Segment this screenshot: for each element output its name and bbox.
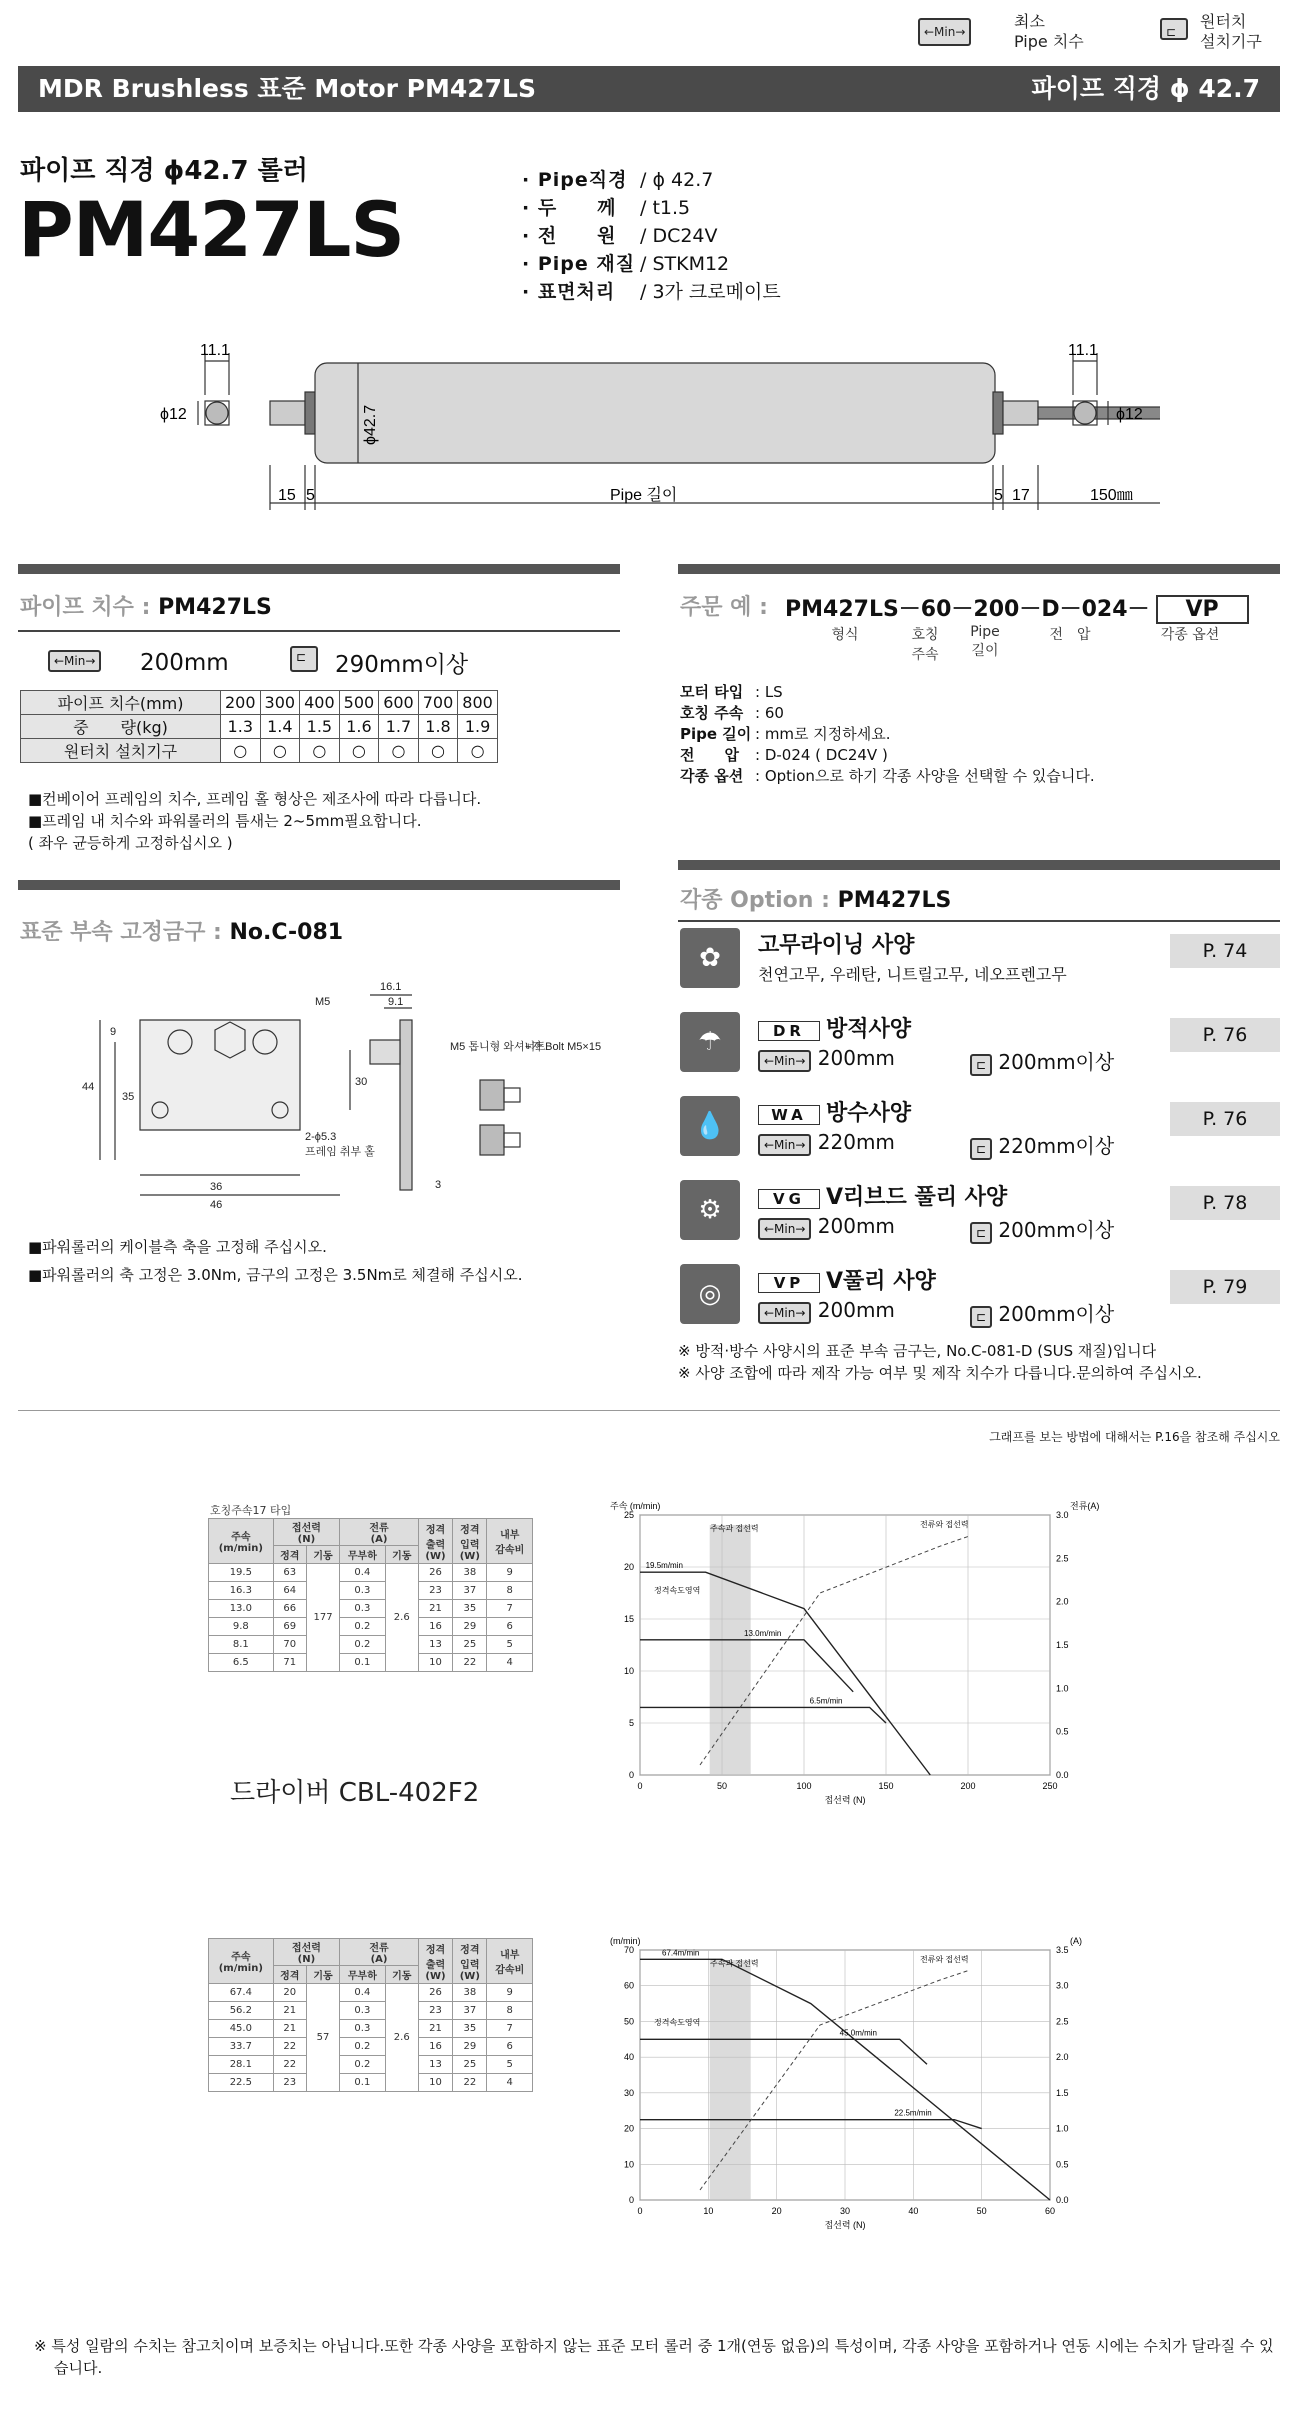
plot-area [640, 1515, 1050, 1775]
svg-text:프레임 취부 홀: 프레임 취부 홀 [305, 1146, 375, 1158]
bracket-icon: ⊏ [970, 1222, 992, 1244]
perf-chart-2 [580, 1930, 1120, 2230]
bracket-icon: ⊏ [970, 1306, 992, 1328]
product-subtitle: 파이프 직경 ϕ42.7 롤러 [20, 156, 308, 186]
y-tick-label: 60 [623, 1980, 634, 1991]
y2-tick-label: 1.5 [1056, 2087, 1069, 2098]
y-tick-label: 10 [623, 1666, 634, 1676]
order-label: 호칭 주속 [911, 627, 939, 663]
min-pipe-icon: ←Min→ [918, 18, 971, 46]
y-tick-label: 20 [623, 2123, 634, 2134]
order-item: 모터 타입 : LS [680, 683, 783, 701]
annotation: 주속과 접선력 [710, 1524, 759, 1533]
y2-tick-label: 3.0 [1056, 1980, 1069, 1991]
x-tick-label: 20 [771, 2206, 782, 2216]
min-pipe-icon: ←Min→ [758, 1302, 811, 1324]
y-tick-label: 15 [623, 1614, 634, 1624]
dim-17: 17 [1012, 487, 1030, 504]
series-label: 22.5m/min [894, 2108, 932, 2118]
svg-text:M5 톱니형 와셔너트: M5 톱니형 와셔너트 [450, 1041, 546, 1053]
options-title: 각종 Option : PM427LS [680, 888, 952, 913]
svg-text:35: 35 [122, 1091, 135, 1103]
y2-tick-label: 0.5 [1056, 2159, 1069, 2170]
annotation: 정격속도영역 [654, 2018, 701, 2027]
svg-text:3: 3 [435, 1179, 442, 1191]
section-bar [678, 564, 1280, 574]
order-label: Pipe 길이 [970, 624, 1000, 659]
perf-table-1: 주속 (m/min) 접선력 (N) 전류 (A) 정격 출력 (W) 정격 입력 (W) 내부 감속비 정격 기동 무부하 기동 19.5 63 177 0.4 2.6 26 38 9 16.3 64 0.3 23 37 8 13.0 66 0.3 21 35 7 9.8 69 0.2 16 29 6 8.1 70 0.2 13 25 5 6.5 71 0.1 10 22 4 [208, 1518, 533, 1672]
section-bar [18, 880, 620, 890]
pipe-dims-title: 파이프 치수 : PM427LS [20, 595, 272, 620]
x-tick-label: 250 [1042, 1781, 1058, 1791]
option-page: P. 74 [1170, 934, 1280, 968]
spec-row: · 표면처리 / 3가 크로메이트 [522, 281, 781, 303]
y-tick-label: 30 [623, 2087, 634, 2098]
order-title: 주문 예 : [680, 595, 768, 620]
table-row: 파이프 치수(mm) 200 300 400 500 600 700 800 [21, 691, 498, 715]
y2-tick-label: 2.0 [1056, 1596, 1069, 1607]
bracket-drawing [70, 950, 610, 1210]
x-tick-label: 50 [976, 2206, 987, 2216]
y2-tick-label: 0.0 [1056, 2195, 1069, 2205]
x-tick-label: 30 [839, 2206, 851, 2216]
legend-bracket-text: 원터치 설치기구 [1200, 12, 1262, 51]
min-pipe-icon: ←Min→ [758, 1050, 811, 1072]
dim-5a: 5 [306, 487, 315, 504]
svg-text:44: 44 [82, 1081, 95, 1093]
perf-table-2: 주속 (m/min) 접선력 (N) 전류 (A) 정격 출력 (W) 정격 입력 (W) 내부 감속비 정격 기동 무부하 기동 67.4 20 57 0.4 2.6 26 38 9 56.2 21 0.3 23 37 8 45.0 21 0.3 21 35 7 33.7 22 0.2 16 29 6 28.1 22 0.2 13 25 5 22.5 23 0.1 10 22 4 [208, 1938, 533, 2092]
driver-label: 드라이버 CBL-402F2 [230, 1778, 480, 1808]
option-page: P. 76 [1170, 1018, 1280, 1052]
dim-pipe-length: Pipe 길이 [610, 487, 678, 504]
y2-tick-label: 1.0 [1056, 1683, 1069, 1694]
product-title: PM427LS [18, 185, 405, 274]
drip-proof-icon: ☂ [680, 1012, 740, 1072]
footnote: ※ 특성 일람의 수치는 참고치이며 보증치는 아닙니다.또한 각종 사양을 포함하지 않는 표준 모터 롤러 중 1개(연동 없음)의 특성이며, 각종 사양을 포함하거나 연동 시에는 수치가 달라질 수 있습니다. [34, 2337, 1274, 2377]
rated-region [710, 1525, 751, 1775]
y2-tick-label: 3.0 [1056, 1510, 1069, 1520]
y-tick-label: 0 [628, 1770, 634, 1780]
y2-tick-label: 2.5 [1056, 2016, 1069, 2027]
x-tick-label: 100 [796, 1781, 812, 1791]
svg-text:30: 30 [355, 1076, 368, 1088]
y-tick-label: 5 [628, 1718, 634, 1728]
order-item: 호칭 주속 : 60 [680, 704, 784, 722]
y2-tick-label: 1.5 [1056, 1640, 1069, 1650]
option-page: P. 76 [1170, 1102, 1280, 1136]
graph-reference: 그래프를 보는 방법에 대해서는 P.16을 참조해 주십시오 [989, 1430, 1280, 1444]
y-tick-label: 25 [623, 1510, 634, 1520]
dim-15: 15 [278, 487, 296, 504]
series-label: 67.4m/min [662, 1948, 700, 1958]
x-axis-label: 접선력 (N) [824, 1795, 866, 1805]
option-wa: 💧 WA 방수사양 ←Min→ 220mm ⊏ 220mm이상 P. 76 [680, 1096, 1280, 1174]
bracket-value: 290mm이상 [335, 652, 469, 678]
spec-row: · Pipe직경 / ϕ 42.7 [522, 169, 714, 191]
spec-row: · Pipe 재질 / STKM12 [522, 253, 730, 275]
annotation: 전류와 접선력 [920, 1520, 969, 1529]
bracket-title: 표준 부속 고정금구 : No.C-081 [20, 920, 344, 945]
legend-min-text: 최소 Pipe 치수 [1014, 12, 1084, 51]
y2-tick-label: 2.0 [1056, 2052, 1069, 2063]
svg-text:46: 46 [210, 1199, 223, 1210]
x-tick-label: 150 [878, 1781, 894, 1791]
option-vp: ◎ VP V풀리 사양 ←Min→ 200mm ⊏ 200mm이상 P. 79 [680, 1264, 1280, 1342]
y-axis-label: (m/min) [610, 1936, 641, 1946]
y2-axis-label: (A) [1070, 1936, 1082, 1946]
x-tick-label: 60 [1044, 2206, 1056, 2216]
min-pipe-icon: ←Min→ [758, 1218, 811, 1240]
y-tick-label: 20 [623, 1562, 634, 1572]
y-tick-label: 40 [623, 2052, 634, 2063]
svg-text:M5: M5 [315, 996, 331, 1008]
v-ribbed-pulley-icon: ⚙ [680, 1180, 740, 1240]
series-label: 6.5m/min [809, 1696, 843, 1706]
section-bar [18, 564, 620, 574]
header-banner [18, 66, 1280, 112]
y-tick-label: 10 [623, 2159, 634, 2170]
y-tick-label: 50 [623, 2016, 634, 2027]
table-row: 원터치 설치기구 ○ ○ ○ ○ ○ ○ ○ [21, 739, 498, 763]
dim-150: 150㎜ [1090, 487, 1133, 504]
x-tick-label: 0 [637, 2206, 643, 2216]
svg-text:36: 36 [210, 1181, 223, 1193]
order-item: Pipe 길이 : mm로 지정하세요. [680, 725, 891, 743]
table-row: 중 량(kg) 1.3 1.4 1.5 1.6 1.7 1.8 1.9 [21, 715, 498, 739]
waterproof-icon: 💧 [680, 1096, 740, 1156]
annotation: 주속과 접선력 [710, 1959, 759, 1968]
option-dr: ☂ DR 방적사양 ←Min→ 200mm ⊏ 200mm이상 P. 76 [680, 1012, 1280, 1090]
x-axis-label: 접선력 (N) [824, 2220, 866, 2230]
divider [18, 1410, 1280, 1411]
option-page: P. 79 [1170, 1270, 1280, 1304]
svg-text:+자 Bolt M5×15: +자 Bolt M5×15 [525, 1041, 602, 1053]
order-item: 전 압 : D-024 ( DC24V ) [680, 746, 888, 764]
options-notes: ※ 방적·방수 사양시의 표준 부속 금구는, No.C-081-D (SUS 재질)입니다 ※ 사양 조합에 따라 제작 가능 여부 및 제작 치수가 다릅니다.문의하여 주십시오. [678, 1342, 1202, 1382]
spec-row: · 전 원 / DC24V [522, 225, 718, 247]
order-item: 각종 옵션 : Option으로 하기 각종 사양을 선택할 수 있습니다. [680, 767, 1095, 785]
y-tick-label: 70 [623, 1945, 634, 1955]
y2-tick-label: 3.5 [1056, 1945, 1069, 1955]
series-label: 45.0m/min [839, 2028, 878, 2038]
x-tick-label: 0 [637, 1781, 643, 1791]
perf-chart-1 [580, 1495, 1120, 1815]
svg-text:9: 9 [110, 1026, 117, 1038]
perf-caption: 호칭주속17 타입 [210, 1504, 292, 1517]
bracket-icon: ⊏ [290, 646, 318, 672]
dim-11-1-left: 11.1 [200, 342, 230, 359]
annotation: 전류와 접선력 [920, 1955, 969, 1964]
y-tick-label: 0 [628, 2195, 634, 2205]
dim-12-left: ϕ12 [160, 406, 187, 423]
option-rubber: ✿ 고무라이닝 사양 천연고무, 우레탄, 니트릴고무, 네오프렌고무 P. 74 [680, 928, 1280, 1006]
bracket-icon: ⊏ [970, 1054, 992, 1076]
svg-text:2-ϕ5.3: 2-ϕ5.3 [305, 1131, 337, 1143]
y2-tick-label: 1.0 [1056, 2123, 1069, 2134]
banner-title: MDR Brushless 표준 Motor PM427LS [38, 74, 536, 103]
option-page: P. 78 [1170, 1186, 1280, 1220]
min-pipe-value: 200mm [140, 650, 229, 676]
pipe-dims-notes: ■컨베이어 프레임의 치수, 프레임 홀 형상은 제조사에 따라 다릅니다. ■프레임 내 치수와 파워롤러의 틈새는 2~5mm필요합니다. ( 좌우 균등하게 고정하십시오 ) [28, 790, 482, 852]
svg-text:9.1: 9.1 [388, 996, 404, 1008]
y2-tick-label: 0.5 [1056, 1726, 1069, 1737]
option-vg: ⚙ VG V리브드 풀리 사양 ←Min→ 200mm ⊏ 200mm이상 P. 78 [680, 1180, 1280, 1258]
dim-11-1-right: 11.1 [1068, 342, 1098, 359]
dim-12-right: ϕ12 [1116, 406, 1143, 423]
x-tick-label: 200 [960, 1781, 976, 1791]
x-tick-label: 40 [908, 2206, 919, 2216]
roller-drawing [160, 335, 1160, 515]
bracket-notes: ■파워롤러의 케이블측 축을 고정해 주십시오. ■파워롤러의 축 고정은 3.0Nm, 금구의 고정은 3.5Nm로 체결해 주십시오. [28, 1238, 523, 1284]
y-axis-label: 주속 (m/min) [610, 1501, 661, 1511]
order-label: 전 압 [1049, 627, 1091, 643]
order-label: 각종 옵션 [1160, 627, 1220, 643]
order-code: PM427LS－60－200－D－024－ VP [785, 592, 1249, 623]
rubber-lining-icon: ✿ [680, 928, 740, 988]
v-pulley-icon: ◎ [680, 1264, 740, 1324]
svg-text:16.1: 16.1 [380, 981, 402, 993]
min-pipe-icon: ←Min→ [758, 1134, 811, 1156]
y2-tick-label: 0.0 [1056, 1770, 1069, 1780]
banner-diameter: 파이프 직경 ϕ 42.7 [1031, 74, 1260, 103]
y2-tick-label: 2.5 [1056, 1553, 1069, 1564]
divider [18, 630, 620, 632]
series-label: 13.0m/min [744, 1628, 782, 1638]
order-label: 형식 [831, 627, 859, 643]
dim-5b: 5 [994, 487, 1003, 504]
divider [678, 920, 1280, 922]
min-pipe-icon: ←Min→ [48, 650, 101, 672]
dim-42-7: ϕ42.7 [362, 404, 379, 445]
section-bar [678, 860, 1280, 870]
bracket-icon: ⊏ [1160, 18, 1188, 40]
y2-axis-label: 전류(A) [1070, 1501, 1100, 1511]
spec-row: · 두 께 / t1.5 [522, 197, 691, 219]
spec-list [522, 166, 781, 306]
annotation: 정격속도영역 [654, 1586, 701, 1595]
series-label: 19.5m/min [645, 1561, 683, 1571]
bracket-icon: ⊏ [970, 1138, 992, 1160]
x-tick-label: 50 [716, 1781, 728, 1791]
pipe-dims-table [20, 690, 498, 763]
x-tick-label: 10 [703, 2206, 714, 2216]
